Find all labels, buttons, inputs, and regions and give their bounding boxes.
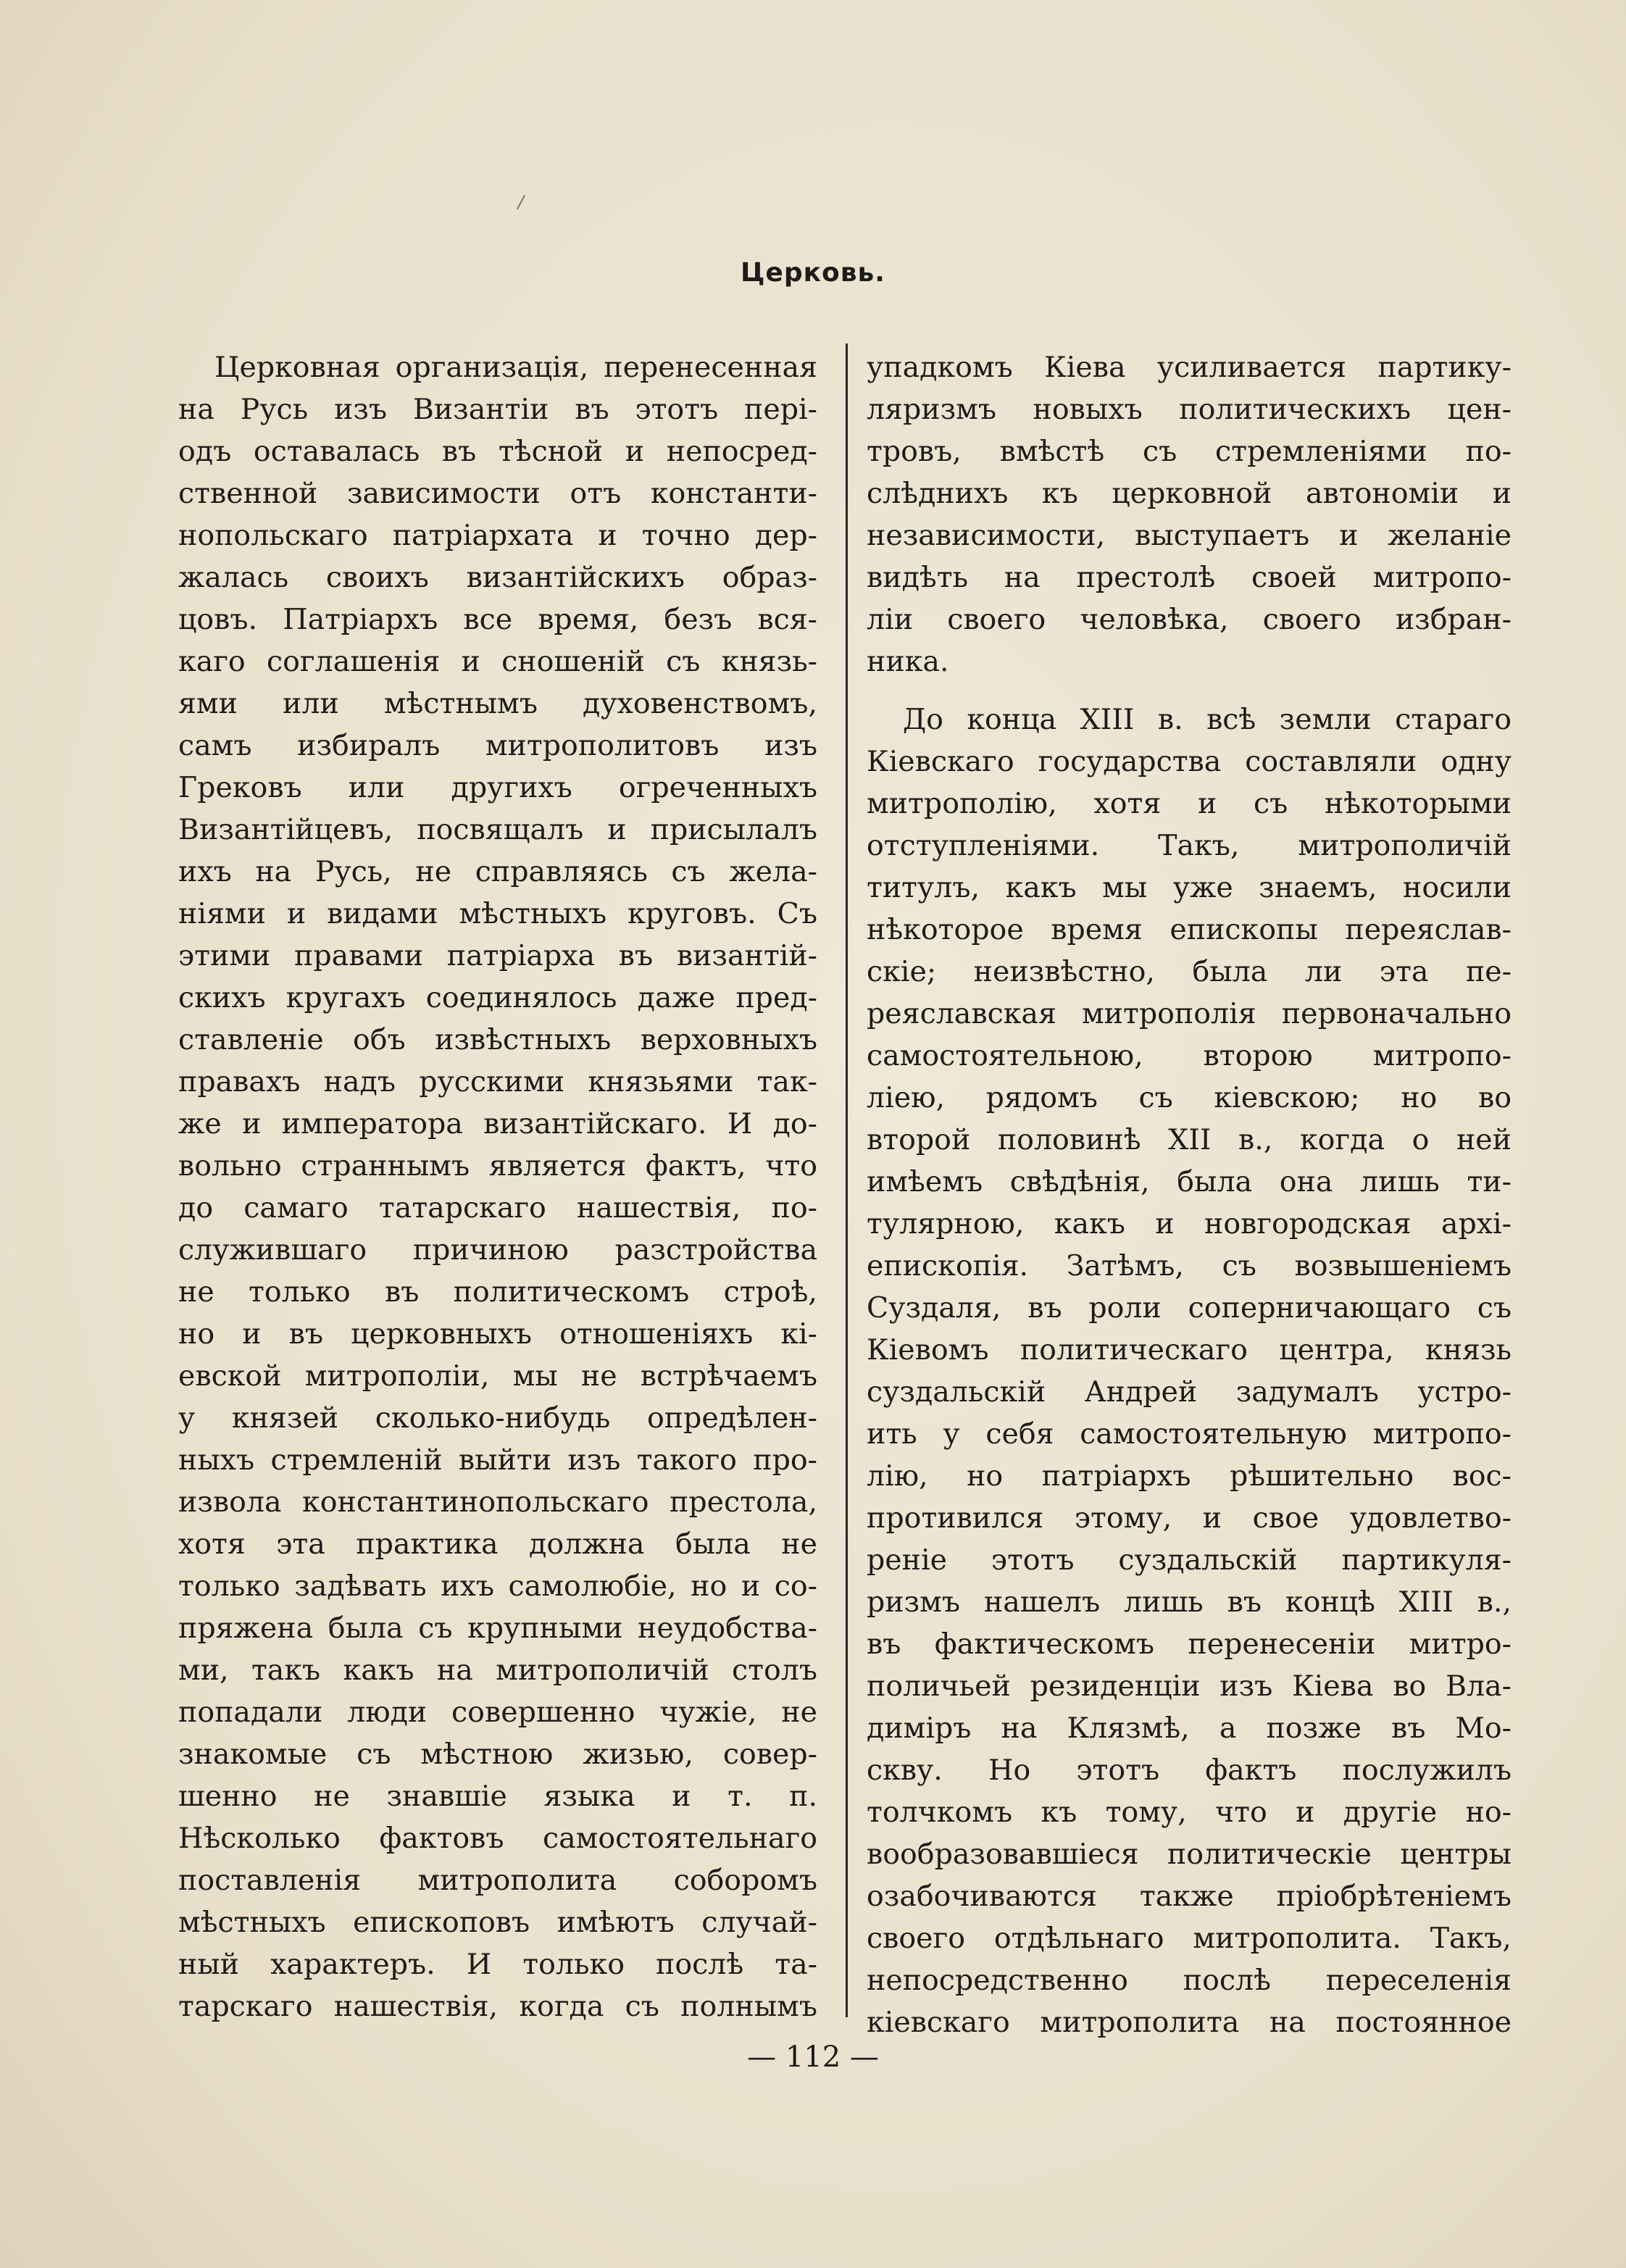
- text-line: ный характеръ. И только послѣ та-: [178, 1948, 817, 1981]
- text-line: поставленія митрополита соборомъ: [178, 1864, 817, 1897]
- text-line: пряжена была съ крупными неудобства-: [178, 1612, 817, 1645]
- text-line: нопольскаго патріархата и точно дер-: [178, 519, 817, 552]
- text-line: скву. Но этотъ фактъ послужилъ: [867, 1754, 1512, 1787]
- text-line: ніями и видами мѣстныхъ круговъ. Съ: [178, 897, 817, 930]
- text-line: титулъ, какъ мы уже знаемъ, носили: [867, 871, 1512, 904]
- text-line: своего отдѣльнаго митрополита. Такъ,: [867, 1922, 1512, 1955]
- text-line: одъ оставалась въ тѣсной и непосред-: [178, 435, 817, 468]
- text-line: Кіевомъ политическаго центра, князь: [867, 1333, 1512, 1367]
- text-line: каго соглашенія и сношеній съ князь-: [178, 645, 817, 678]
- text-line: правахъ надъ русскими князьями так-: [178, 1065, 817, 1098]
- text-line: слѣднихъ къ церковной автономіи и: [867, 477, 1512, 510]
- text-line: попадали люди совершенно чужіе, не: [178, 1696, 817, 1729]
- text-line: скіе; неизвѣстно, была ли эта пе-: [867, 955, 1512, 988]
- text-line: тулярною, какъ и новгородская архі-: [867, 1207, 1512, 1241]
- text-line: евской митрополіи, мы не встрѣчаемъ: [178, 1359, 817, 1393]
- text-line: ныхъ стремленій выйти изъ такого про-: [178, 1443, 817, 1477]
- text-line: ризмъ нашелъ лишь въ концѣ XIII в.,: [867, 1585, 1512, 1619]
- text-line: ника.: [867, 645, 949, 678]
- text-line: упадкомъ Кіева усиливается партику-: [867, 351, 1512, 384]
- text-line: ліею, рядомъ съ кіевскою; но во: [867, 1081, 1512, 1114]
- text-line: противился этому, и свое удовлетво-: [867, 1501, 1512, 1535]
- text-line: вообразовавшіеся политическіе центры: [867, 1838, 1512, 1871]
- text-line: нѣкоторое время епископы переяслав-: [867, 913, 1512, 946]
- text-line: Нѣсколько фактовъ самостоятельнаго: [178, 1822, 817, 1855]
- text-line: только задѣвать ихъ самолюбіе, но и со-: [178, 1569, 817, 1603]
- text-line: но и въ церковныхъ отношеніяхъ кі-: [178, 1317, 817, 1351]
- text-line: цовъ. Патріархъ все время, безъ вся-: [178, 603, 817, 636]
- text-line: непосредственно послѣ переселенія: [867, 1964, 1512, 1997]
- right-column: [867, 346, 1512, 2043]
- text-line: у князей сколько-нибудь опредѣлен-: [178, 1401, 817, 1435]
- text-line: не только въ политическомъ строѣ,: [178, 1275, 817, 1309]
- text-line: самъ избиралъ митрополитовъ изъ: [178, 729, 817, 762]
- text-line: скихъ кругахъ соединялось даже пред-: [178, 981, 817, 1014]
- text-line: же и императора византійскаго. И до-: [178, 1107, 817, 1141]
- text-line: Византійцевъ, посвящалъ и присылалъ: [178, 813, 817, 846]
- text-line: Кіевскаго государства составляли одну: [867, 745, 1512, 778]
- text-line: въ фактическомъ перенесеніи митро-: [867, 1627, 1512, 1661]
- text-line: ліи своего человѣка, своего избран-: [867, 603, 1512, 636]
- text-line: озабочиваются также пріобрѣтеніемъ: [867, 1880, 1512, 1913]
- text-line: жалась своихъ византійскихъ образ-: [178, 561, 817, 594]
- text-line: Суздаля, въ роли соперничающаго съ: [867, 1291, 1512, 1325]
- text-line: тарскаго нашествія, когда съ полнымъ: [178, 1990, 817, 2023]
- text-line: суздальскій Андрей задумалъ устро-: [867, 1375, 1512, 1409]
- text-line: отступленіями. Такъ, митрополичій: [867, 829, 1512, 862]
- text-line: мѣстныхъ епископовъ имѣютъ случай-: [178, 1906, 817, 1939]
- text-line: ить у себя самостоятельную митропо-: [867, 1417, 1512, 1451]
- text-line: служившаго причиною разстройства: [178, 1233, 817, 1267]
- paragraph-gap: [867, 683, 1512, 699]
- text-line: вольно страннымъ является фактъ, что: [178, 1149, 817, 1183]
- text-line: хотя эта практика должна была не: [178, 1527, 817, 1561]
- text-line: ми, такъ какъ на митрополичій столъ: [178, 1654, 817, 1687]
- text-line: ихъ на Русь, не справляясь съ жела-: [178, 855, 817, 888]
- chapter-heading: Церковь.: [741, 258, 885, 288]
- text-line: митрополію, хотя и съ нѣкоторыми: [867, 787, 1512, 820]
- text-line: ственной зависимости отъ константи-: [178, 477, 817, 510]
- text-line: Грековъ или другихъ огреченныхъ: [178, 771, 817, 804]
- text-line: тровъ, вмѣстѣ съ стремленіями по-: [867, 435, 1512, 468]
- text-line: Церковная организація, перенесенная: [214, 351, 817, 384]
- left-column: [178, 346, 817, 2027]
- text-line: кіевскаго митрополита на постоянное: [867, 2006, 1512, 2039]
- text-line: на Русь изъ Византіи въ этотъ пері-: [178, 393, 817, 426]
- text-line: самостоятельною, второю митропо-: [867, 1039, 1512, 1072]
- text-line: ставленіе объ извѣстныхъ верховныхъ: [178, 1023, 817, 1056]
- text-line: второй половинѣ XII в., когда о ней: [867, 1123, 1512, 1156]
- text-line: толчкомъ къ тому, что и другіе но-: [867, 1796, 1512, 1829]
- text-line: епископія. Затѣмъ, съ возвышеніемъ: [867, 1249, 1512, 1283]
- text-line: шенно не знавшіе языка и т. п.: [178, 1780, 817, 1813]
- text-line: независимости, выступаетъ и желаніе: [867, 519, 1512, 552]
- text-line: До конца XIII в. всѣ земли стараго: [903, 703, 1512, 736]
- text-line: ляризмъ новыхъ политическихъ цен-: [867, 393, 1512, 426]
- text-line: до самаго татарскаго нашествія, по-: [178, 1191, 817, 1225]
- page-number: — 112 —: [747, 2040, 879, 2074]
- text-line: извола константинопольскаго престола,: [178, 1485, 817, 1519]
- text-line: реніе этотъ суздальскій партикуля-: [867, 1543, 1512, 1577]
- column-divider: [846, 343, 848, 2017]
- text-line: этими правами патріарха въ византій-: [178, 939, 817, 972]
- text-line: имѣемъ свѣдѣнія, была она лишь ти-: [867, 1165, 1512, 1198]
- text-line: поличьей резиденціи изъ Кіева во Вла-: [867, 1669, 1512, 1703]
- text-line: знакомые съ мѣстною жизью, совер-: [178, 1738, 817, 1771]
- text-line: видѣть на престолѣ своей митропо-: [867, 561, 1512, 594]
- text-line: лію, но патріархъ рѣшительно вос-: [867, 1459, 1512, 1493]
- text-line: диміръ на Клязмѣ, а позже въ Мо-: [867, 1712, 1512, 1745]
- text-line: реяславская митрополія первоначально: [867, 997, 1512, 1030]
- text-line: ями или мѣстнымъ духовенствомъ,: [178, 687, 817, 720]
